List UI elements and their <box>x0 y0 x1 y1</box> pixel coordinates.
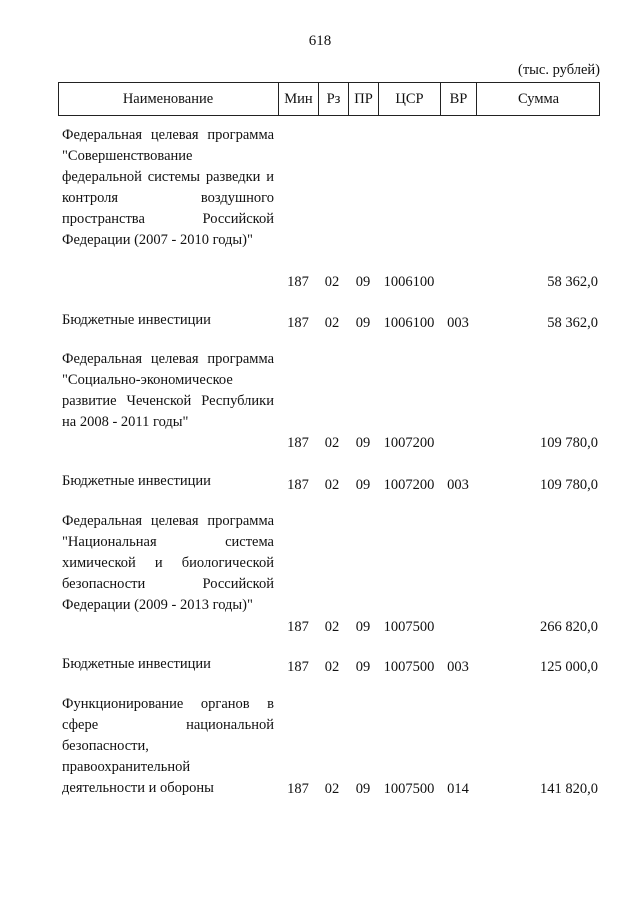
row-vr: 014 <box>447 781 469 797</box>
units-label: (тыс. рублей) <box>518 62 600 78</box>
row-sum: 266 820,0 <box>540 619 598 635</box>
header-rz: Рз <box>318 82 348 116</box>
row-name: Функционирование органов в сфере национальной безопасности, правоохранительной деятельности и обороны <box>62 696 274 796</box>
row-vr: 003 <box>447 659 469 675</box>
row-rz: 02 <box>324 435 340 451</box>
row-min: 187 <box>287 619 309 635</box>
row-sum: 125 000,0 <box>540 659 598 675</box>
row-name: Федеральная целевая программа "Национальная система химической и биологической безопасности Российской Федерации (2009 - 2013 годы)" <box>62 513 274 613</box>
row-pr: 09 <box>355 435 371 451</box>
row-csr: 1006100 <box>383 315 435 331</box>
row-name: Бюджетные инвестиции <box>62 473 211 489</box>
row-name: Федеральная целевая программа "Совершенствование федеральной системы разведки и контроля воздушного пространства Российской Федерации (2007 - 2010 годы)" <box>62 127 274 248</box>
row-rz: 02 <box>324 619 340 635</box>
row-pr: 09 <box>355 477 371 493</box>
row-sum: 58 362,0 <box>547 315 598 331</box>
header-pr: ПР <box>348 82 378 116</box>
row-name: Бюджетные инвестиции <box>62 656 211 672</box>
row-pr: 09 <box>355 781 371 797</box>
row-name: Бюджетные инвестиции <box>62 312 211 328</box>
row-pr: 09 <box>355 619 371 635</box>
row-vr: 003 <box>447 315 469 331</box>
page-number: 618 <box>308 33 332 49</box>
row-min: 187 <box>287 274 309 290</box>
header-min: Мин <box>278 82 318 116</box>
header-csr: ЦСР <box>378 82 440 116</box>
row-csr: 1007500 <box>383 781 435 797</box>
row-pr: 09 <box>355 274 371 290</box>
row-min: 187 <box>287 659 309 675</box>
row-sum: 109 780,0 <box>540 435 598 451</box>
row-csr: 1007500 <box>383 619 435 635</box>
row-rz: 02 <box>324 477 340 493</box>
header-sum: Сумма <box>476 82 600 116</box>
row-min: 187 <box>287 781 309 797</box>
row-csr: 1007200 <box>383 477 435 493</box>
row-min: 187 <box>287 435 309 451</box>
header-name: Наименование <box>122 91 214 107</box>
header-vr: ВР <box>440 82 476 116</box>
row-csr: 1007500 <box>383 659 435 675</box>
row-rz: 02 <box>324 274 340 290</box>
row-min: 187 <box>287 477 309 493</box>
row-rz: 02 <box>324 781 340 797</box>
row-sum: 141 820,0 <box>540 781 598 797</box>
row-pr: 09 <box>355 659 371 675</box>
row-rz: 02 <box>324 315 340 331</box>
row-name: Федеральная целевая программа "Социально-экономическое развитие Чеченской Республики на 2008 - 2011 годы" <box>62 351 274 430</box>
row-sum: 109 780,0 <box>540 477 598 493</box>
row-vr: 003 <box>447 477 469 493</box>
row-rz: 02 <box>324 659 340 675</box>
row-sum: 58 362,0 <box>547 274 598 290</box>
row-pr: 09 <box>355 315 371 331</box>
row-csr: 1007200 <box>383 435 435 451</box>
row-min: 187 <box>287 315 309 331</box>
row-csr: 1006100 <box>383 274 435 290</box>
